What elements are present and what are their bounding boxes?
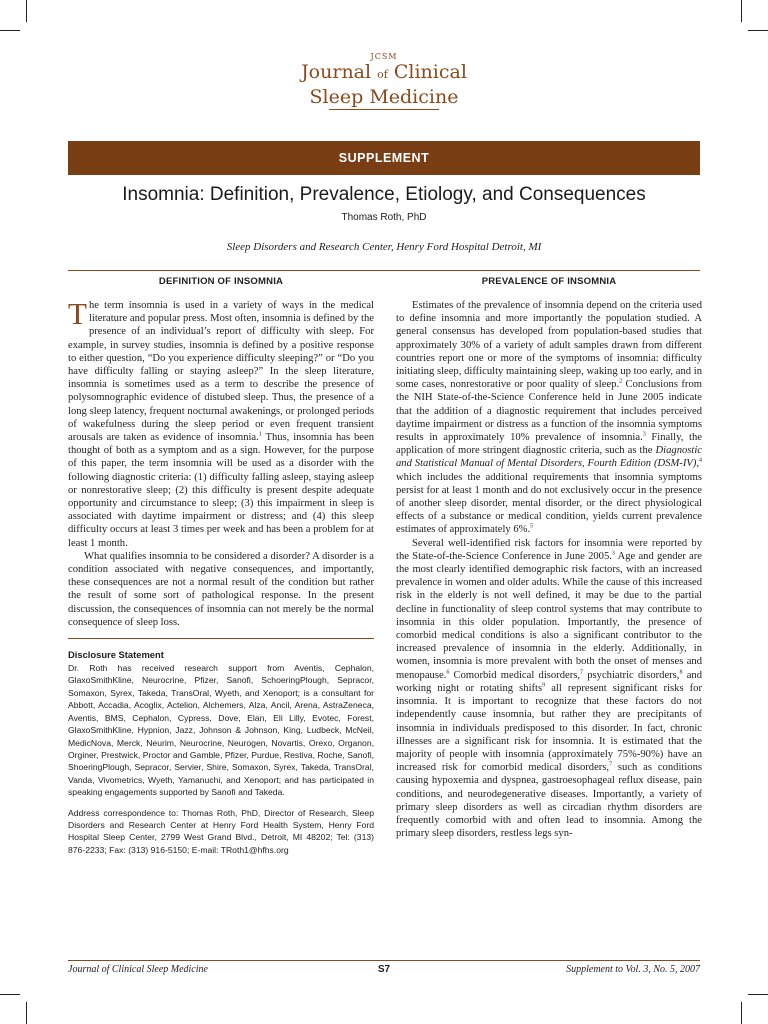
citation: 6 bbox=[446, 669, 450, 676]
correspondence-text: Address correspondence to: Thomas Roth, PhD, Director of Research, Sleep Disorders and Research Center at Henry Ford Health System, Henry Ford Hospital Sleep Center, 2799 West Grand Blvd., Detroit, MI 48202; Tel: (313) 876-2233; Fax: (313) 916-5150; E-mail: TRoth1@hfhs.org bbox=[68, 807, 374, 855]
footer-issue: Supplement to Vol. 3, No. 5, 2007 bbox=[566, 964, 700, 975]
paragraph-text: Estimates of the prevalence of insomnia depend on the criteria used to define insomnia and more importantly the population studied. A general consensus has developed from population-based studies that approximately 30% of a variety of adult samples drawn from different countries report one or more of the symptoms of insomnia: difficulty initiating sleep, difficulty maintaining sleep, waking up too early, and in some cases, nonrestorative or poor quality of sleep. bbox=[396, 300, 702, 391]
paragraph-text: he term insomnia is used in a variety of ways in the medical literature and popular press. Most often, insomnia is defined by the presence of an individual’s report of difficulty with sleep. For example, in survey studies, insomnia is defined by a positive response to either question, “Do you experience difficulty sleeping?” or “Do you have difficulty falling or staying asleep?” In the sleep literature, insomnia is sometimes used as a term to describe the presence of polysomnographic evidence of distubed sleep. Thus, the presence of a long sleep latency, frequent nocturnal awakenings, or prolonged periods of wakefulness during the sleep period or even frequent transient arousals are taken as evidence of insomnia. bbox=[68, 300, 374, 444]
journal-masthead bbox=[0, 52, 768, 110]
journal-name-part: Clinical bbox=[387, 61, 467, 83]
section-heading-definition: DEFINITION OF INSOMNIA bbox=[158, 276, 284, 287]
paragraph-text: Finally, the application of more stringent diagnostic criteria, such as the bbox=[396, 432, 702, 457]
book-title: Diagnostic and Statistical Manual of Mental Disorders, Fourth Edition (DSM-IV) bbox=[396, 445, 702, 470]
journal-name-part: of bbox=[377, 68, 388, 81]
paragraph bbox=[68, 296, 374, 550]
citation: 2 bbox=[619, 378, 623, 385]
section-heading-prevalence: PREVALENCE OF INSOMNIA bbox=[481, 276, 617, 287]
citation: 3 bbox=[642, 431, 646, 438]
paragraph-text: Conclusions from the NIH State-of-the-Science Conference held in June 2005 indicate that the addition of a diagnostic requirement that includes perceived daytime impairment or distress as a function of the insomnia symptoms results in approximately 10% prevalence of insomnia. bbox=[396, 379, 702, 444]
left-column bbox=[68, 272, 374, 856]
paragraph bbox=[396, 537, 702, 841]
citation: 7 bbox=[609, 761, 613, 768]
disclosure-heading: Disclosure Statement bbox=[68, 649, 164, 661]
paragraph-text: all represent significant risks for insomnia. It is important to recognize that these factors do not independently cause insomnia, but rather they are precipitants of insomnia in individuals predisposed to this disorder. In fact, chronic illnesses are a significant risk for insomnia. It is estimated that the majority of people with insomnia (approximately 75%-90%) have an increased risk for comorbid medical disorders, bbox=[396, 682, 702, 774]
paragraph-text: such as conditions causing hypoxemia and dyspnea, gastroesophageal reflux disease, pain conditions, and neurodegenerative diseases. Importantly, a variety of primary sleep disorders as well as circadian rhythm disorders are frequently comorbid with and often lead to insomnia. Among the primary sleep disorders, restless legs syn- bbox=[396, 762, 702, 840]
crop-mark bbox=[0, 30, 20, 31]
article-title: Insomnia: Definition, Prevalence, Etiology, and Consequences bbox=[122, 184, 646, 205]
disclosure-text: Dr. Roth has received research support from Aventis, Cephalon, GlaxoSmithKline, Neurocrine, Pfizer, Sanofi, SchoeringPlough, Sepracor, Somaxon, Syrex, Takeda, TransOral, Wyeth, and Xenoport; is a consultant for Abbott, Accadia, Acoglix, Actelion, Alchemers, Alza, Ancil, Arena, AstraZeneca, Aventis, BMS, Cephalon, Cypress, Dove, Elan, Eli Lilly, Evotec, Forest, GlaxoSmithKline, Hypnion, Jazz, Johnson & Johnson, King, Ludbeck, McNeil, MedicNova, Merck, Neurim, Neurocrine, Neurogen, Novartis, Orexo, Organon, Orginer, Prestwick, Proctor and Gamble, Pfizer, Purdue, Restiva, Roche, Sanofi, ShoeringPlough, Sepracor, Servier, Shire, Somaxon, Syrex, Takeda, TransOral, Vanda, Vivometrics, Wyeth, Yamanuchi, and Xenoport; and has participated in speaking engagements supported by Sanofi and Takeda. bbox=[68, 663, 374, 798]
citation: 8 bbox=[679, 669, 683, 676]
journal-name-part: Journal bbox=[301, 61, 378, 83]
citation: 5 bbox=[530, 523, 534, 530]
footer-divider bbox=[68, 960, 700, 961]
crop-mark bbox=[26, 1002, 27, 1024]
title-divider bbox=[68, 270, 700, 271]
masthead-rule bbox=[329, 109, 439, 110]
paragraph-text: which includes the additional requirements that insomnia symptoms persist for at least 1 month and do not exclusively occur in the presence of another sleep disorder, mental disorder, or the direct physiological effects of a substance or medical condition, yields current prevalence estimates of approximately 6%. bbox=[396, 471, 702, 536]
crop-mark bbox=[26, 0, 27, 22]
article-author: Thomas Roth, PhD bbox=[341, 212, 427, 223]
crop-mark bbox=[748, 994, 768, 995]
disclosure-divider bbox=[68, 638, 374, 639]
page-footer bbox=[68, 964, 700, 978]
journal-abbreviation: JCSM bbox=[370, 52, 398, 61]
footer-journal: Journal of Clinical Sleep Medicine bbox=[68, 964, 208, 975]
paragraph-text: psychiatric disorders, bbox=[583, 669, 680, 681]
paragraph-text: Thus, insomnia has been thought of both as a symptom and as a sign. However, for the purpose of this paper, the term insomnia will be used as a disorder with the following diagnostic criteria: (1) difficulty falling asleep, staying asleep or nonrestorative sleep; (2) this difficulty is present despite adequate opportunity and circumstance to sleep; (3) this impairment in sleep is associated with daytime impairment or distress; and (4) this sleep difficulty occurs at least 3 times per week and has been a problem for at least 1 month. bbox=[68, 432, 374, 549]
paragraph bbox=[396, 299, 702, 537]
paragraph-text: Several well-identified risk factors for insomnia were reported by the State-of-the-Science Conference in June 2005. bbox=[396, 537, 702, 562]
citation: 9 bbox=[542, 682, 546, 689]
crop-mark bbox=[0, 994, 20, 995]
journal-name-line1 bbox=[0, 61, 768, 86]
page-number: S7 bbox=[377, 964, 391, 975]
article-affiliation: Sleep Disorders and Research Center, Henry Ford Hospital Detroit, MI bbox=[226, 241, 542, 253]
citation: 3 bbox=[611, 550, 615, 557]
citation: 4 bbox=[699, 457, 702, 464]
paragraph: What qualifies insomnia to be considered a disorder? A disorder is a condition associated with negative consequences, and importantly, these consequences are not a normal result of the condition but rather the result of some sort of pathological response. In the present discussion, the consequences of insomnia can not merely be the normal consequence of sleep loss. bbox=[68, 550, 374, 628]
drop-cap: T bbox=[68, 296, 87, 331]
paragraph-text: , bbox=[696, 458, 699, 470]
supplement-band: SUPPLEMENT bbox=[68, 141, 700, 175]
paragraph-text: Comorbid medical disorders, bbox=[449, 669, 581, 681]
journal-name-line2: Sleep Medicine bbox=[309, 86, 459, 108]
citation: 1 bbox=[258, 431, 262, 438]
paragraph-text: Age and gender are the most clearly identified demographic risk factors, with an increased prevalence in women and older adults. While the cause of this increased risk in the elderly is not well defined, it may be due to the partial decline in functionality of sleep control systems that may contribute to insomnia in this older population. Importantly, the presence of comorbid medical conditions is also a significant contributor to the increased prevalence of insomnia in the elderly. Additionally, in women, insomnia is more prevalent with both the onset of menses and menopause. bbox=[396, 550, 702, 681]
crop-mark bbox=[741, 0, 742, 22]
citation: 7 bbox=[580, 669, 584, 676]
paragraph-text: and working night or rotating shifts bbox=[396, 669, 702, 694]
crop-mark bbox=[741, 1002, 742, 1024]
right-column bbox=[396, 272, 702, 840]
crop-mark bbox=[748, 30, 768, 31]
